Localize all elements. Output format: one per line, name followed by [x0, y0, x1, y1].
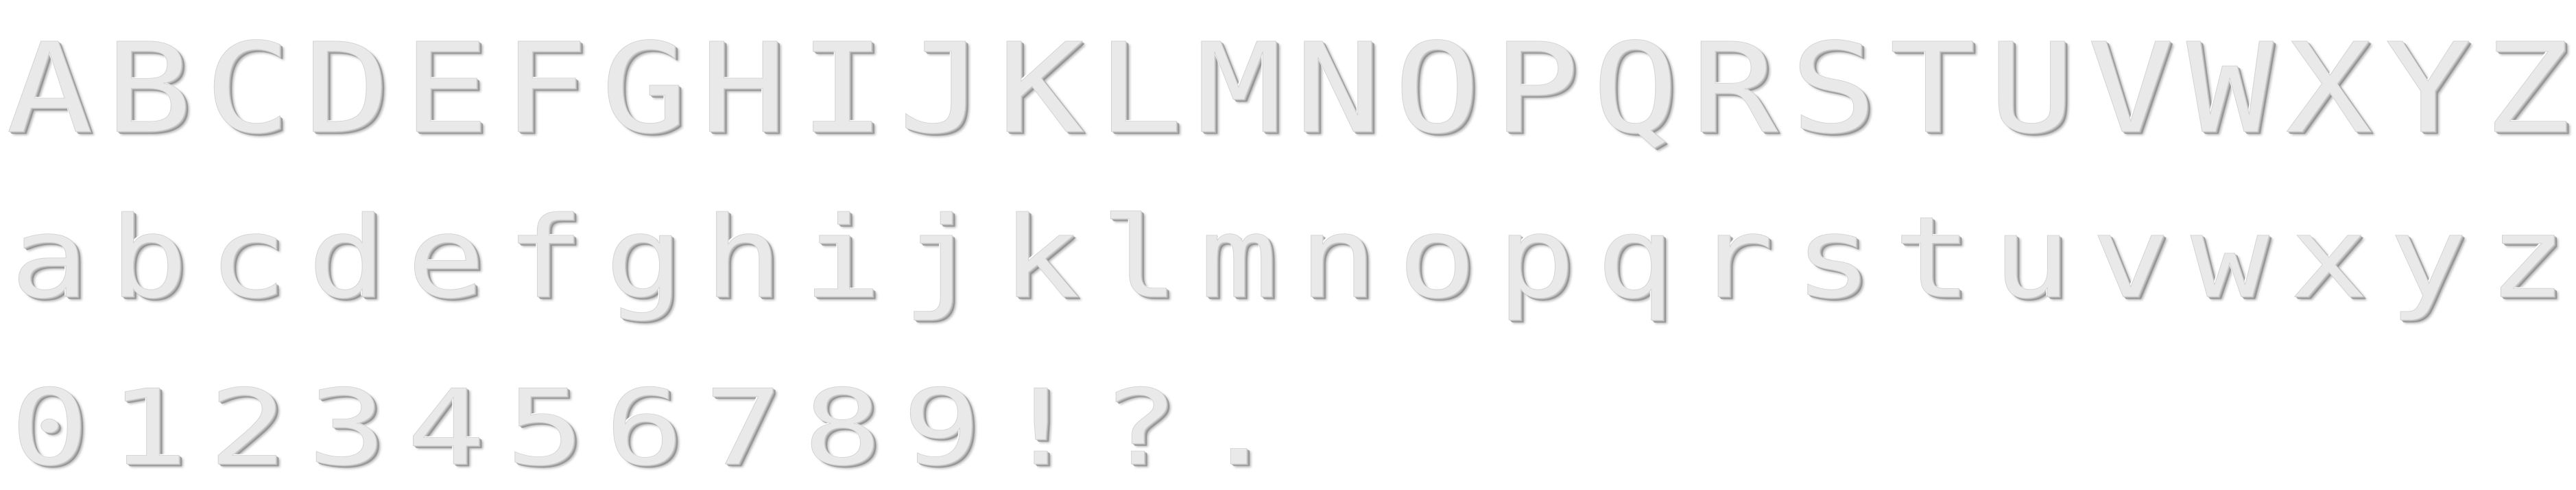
digits-punctuation-row — [0, 343, 2576, 489]
uppercase-glyph: S — [1790, 16, 1877, 161]
digit-punctuation-glyph: 8 — [803, 367, 882, 489]
lowercase-glyph: s — [1794, 192, 1873, 323]
lowercase-glyph: r — [1695, 192, 1774, 323]
uppercase-glyph: N — [1294, 16, 1381, 161]
lowercase-glyph: g — [605, 192, 684, 323]
uppercase-glyph: A — [6, 16, 93, 161]
lowercase-glyph: o — [1398, 192, 1477, 323]
uppercase-glyph: X — [2285, 16, 2372, 161]
digit-punctuation-glyph: 5 — [505, 367, 584, 489]
digit-punctuation-glyph: ! — [1001, 367, 1080, 489]
lowercase-glyph: k — [1001, 192, 1080, 323]
digit-punctuation-glyph: ? — [1100, 367, 1179, 489]
uppercase-glyph: Y — [2385, 16, 2472, 161]
digit-punctuation-glyph: 0 — [10, 367, 89, 489]
uppercase-glyph: C — [204, 16, 291, 161]
lowercase-glyph: p — [1496, 192, 1575, 323]
uppercase-glyph: P — [1492, 16, 1579, 161]
lowercase-glyph: c — [208, 192, 287, 323]
uppercase-glyph: Z — [2483, 16, 2571, 161]
uppercase-glyph: H — [700, 16, 787, 161]
lowercase-glyph: j — [902, 192, 981, 323]
uppercase-glyph: E — [403, 16, 490, 161]
digit-punctuation-glyph: 2 — [208, 367, 287, 489]
lowercase-glyph: v — [2091, 192, 2170, 323]
digit-punctuation-glyph: 9 — [902, 367, 981, 489]
uppercase-glyph: K — [997, 16, 1084, 161]
lowercase-glyph: l — [1100, 192, 1179, 323]
lowercase-glyph: e — [407, 192, 486, 323]
lowercase-glyph: t — [1893, 192, 1972, 323]
lowercase-glyph: h — [704, 192, 783, 323]
digit-punctuation-glyph: 3 — [307, 367, 386, 489]
uppercase-row — [0, 14, 2576, 161]
lowercase-glyph: x — [2289, 192, 2368, 323]
uppercase-glyph: M — [1195, 16, 1283, 161]
digit-punctuation-glyph: 1 — [109, 367, 188, 489]
uppercase-glyph: W — [2186, 16, 2274, 161]
uppercase-glyph: I — [799, 16, 886, 161]
lowercase-glyph: a — [10, 192, 89, 323]
lowercase-row — [0, 177, 2576, 323]
lowercase-glyph: n — [1298, 192, 1377, 323]
uppercase-glyph: F — [501, 16, 588, 161]
digit-punctuation-glyph: 4 — [407, 367, 486, 489]
lowercase-glyph: i — [803, 192, 882, 323]
uppercase-glyph: R — [1691, 16, 1778, 161]
uppercase-glyph: L — [1096, 16, 1183, 161]
uppercase-glyph: T — [1889, 16, 1976, 161]
uppercase-glyph: V — [2087, 16, 2174, 161]
lowercase-glyph: w — [2191, 192, 2269, 323]
digit-punctuation-glyph: 6 — [605, 367, 684, 489]
lowercase-glyph: u — [1992, 192, 2071, 323]
lowercase-glyph: m — [1200, 192, 1278, 323]
lowercase-glyph: d — [307, 192, 386, 323]
uppercase-glyph: U — [1988, 16, 2075, 161]
uppercase-glyph: D — [303, 16, 390, 161]
lowercase-glyph: z — [2488, 192, 2566, 323]
uppercase-glyph: O — [1394, 16, 1481, 161]
digit-punctuation-glyph: 7 — [704, 367, 783, 489]
uppercase-glyph: G — [601, 16, 688, 161]
uppercase-glyph: B — [105, 16, 192, 161]
uppercase-glyph: Q — [1592, 16, 1679, 161]
lowercase-glyph: y — [2389, 192, 2468, 323]
digit-punctuation-glyph: . — [1200, 367, 1278, 489]
lowercase-glyph: f — [505, 192, 584, 323]
lowercase-glyph: b — [109, 192, 188, 323]
uppercase-glyph: J — [898, 16, 985, 161]
lowercase-glyph: q — [1596, 192, 1675, 323]
